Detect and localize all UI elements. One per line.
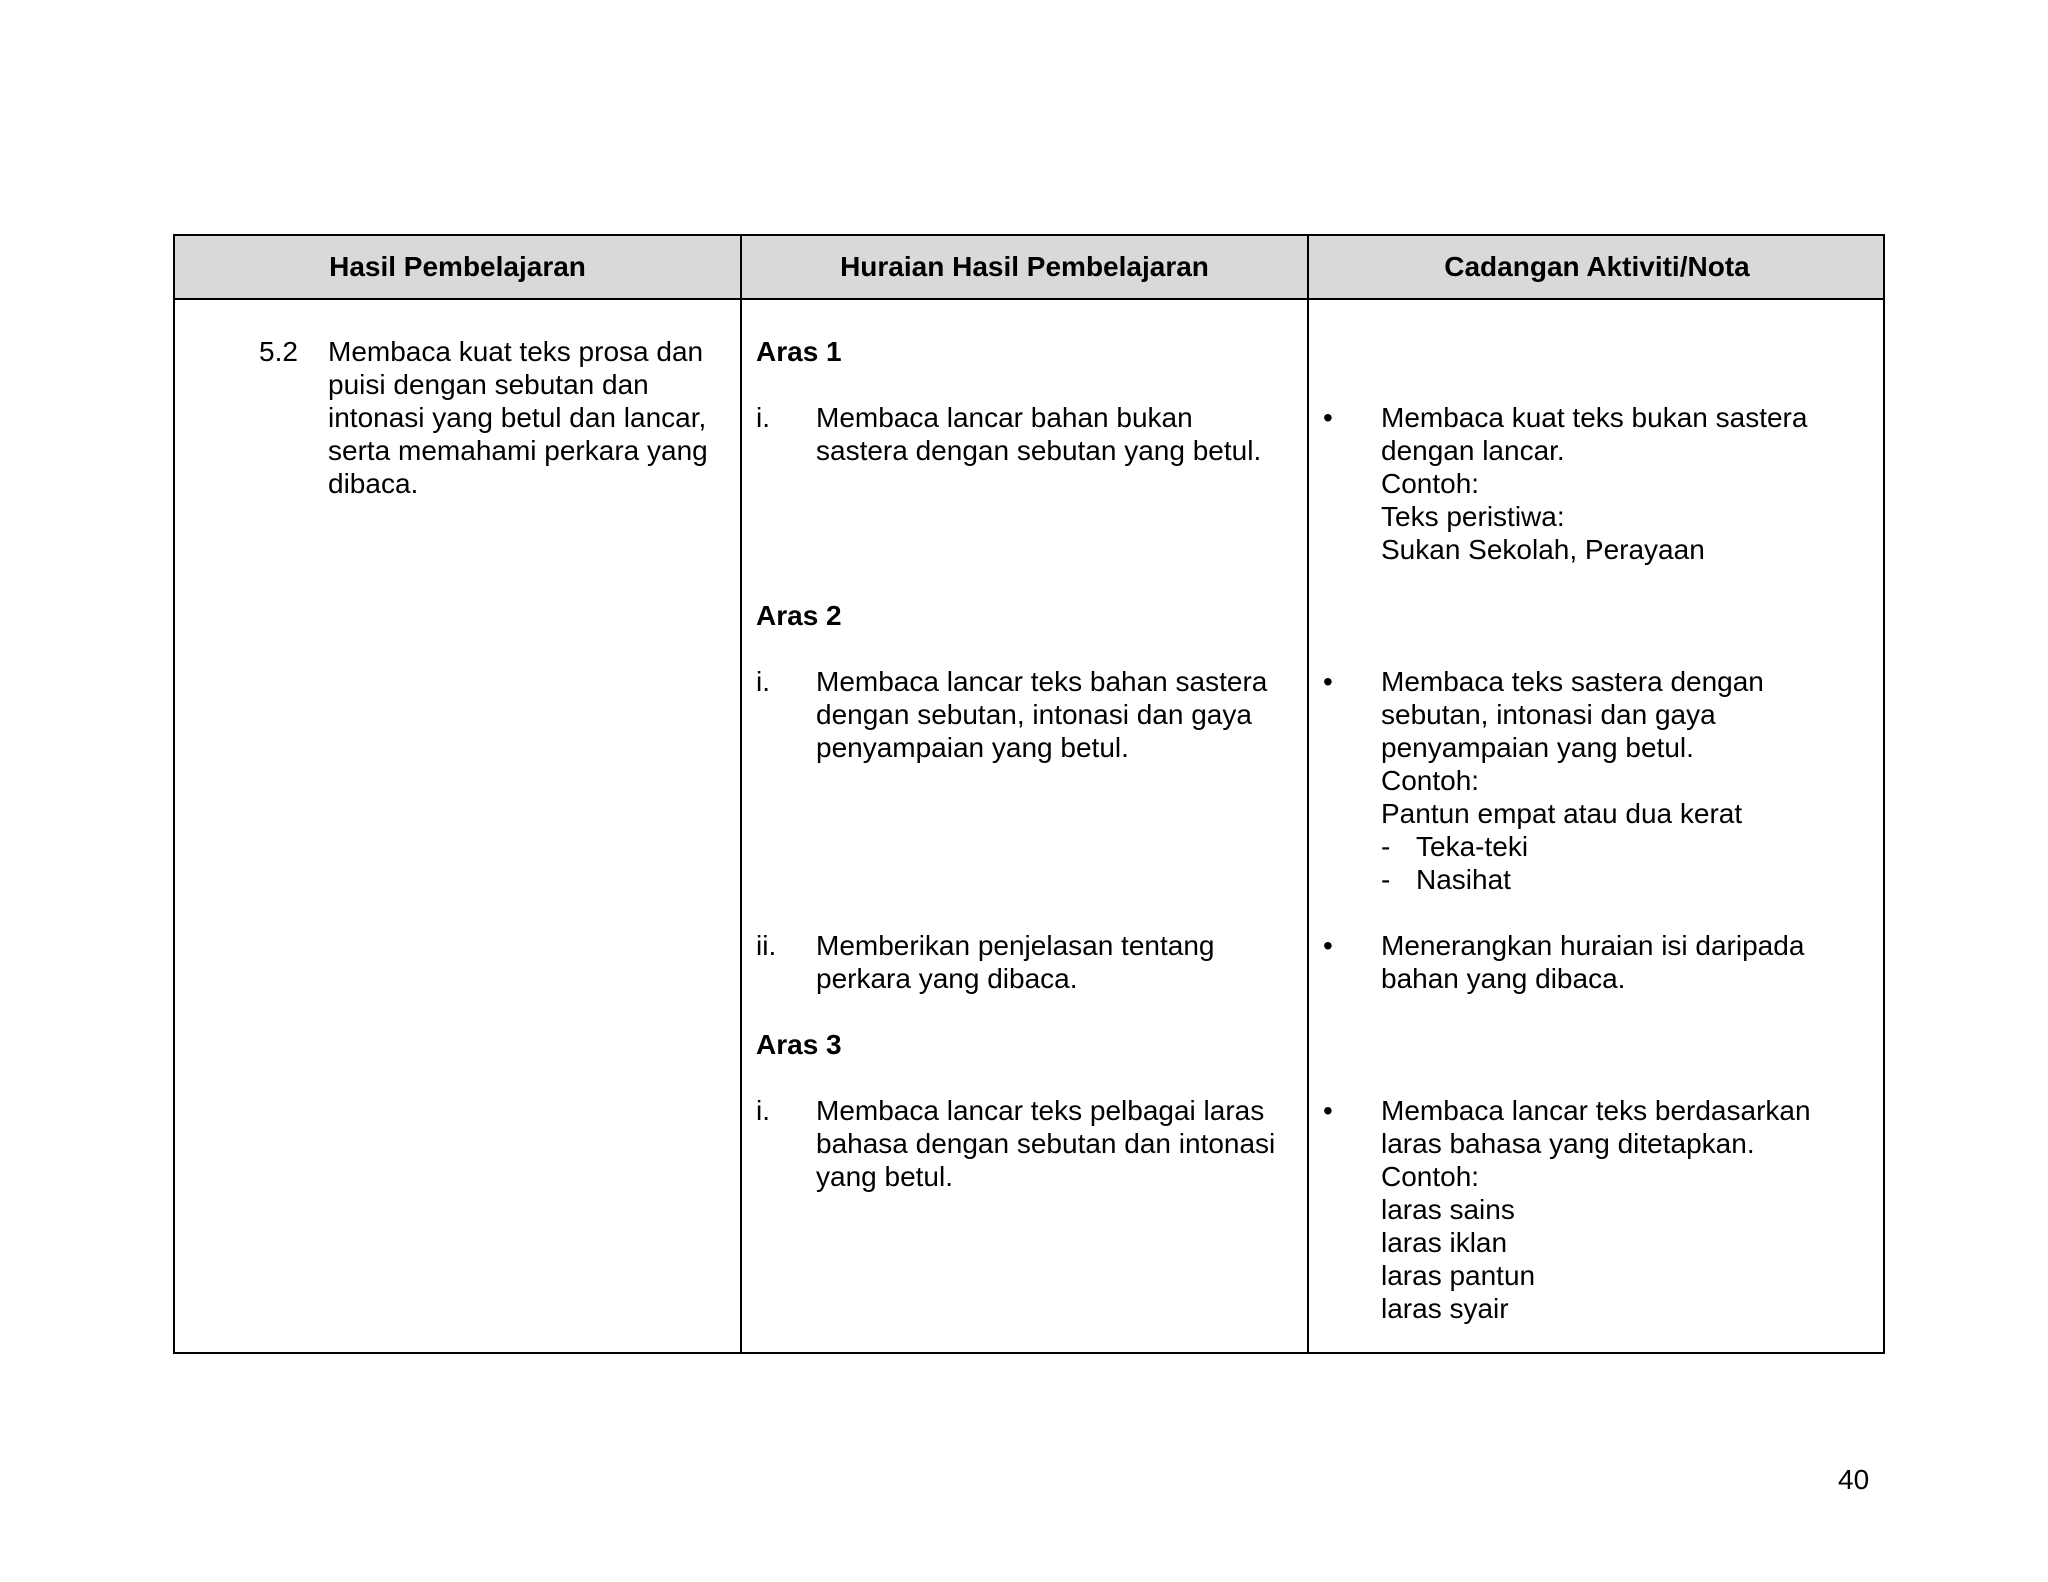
bullet-icon: •	[1323, 402, 1333, 433]
level-title: Aras 2	[756, 600, 842, 631]
item-line: penyampaian yang betul.	[816, 732, 1129, 763]
note-line: laras syair	[1381, 1293, 1509, 1324]
outcome-line: Membaca kuat teks prosa dan	[328, 336, 704, 367]
note-line: Contoh:	[1381, 765, 1480, 796]
item-line: Membaca lancar teks bahan sastera	[816, 666, 1268, 697]
column-divider	[1307, 236, 1309, 1352]
note-sub-item: Nasihat	[1416, 864, 1511, 895]
header-hasil-pembelajaran: Hasil Pembelajaran	[329, 251, 586, 282]
note-line: bahan yang dibaca.	[1381, 963, 1626, 994]
item-line: yang betul.	[816, 1161, 953, 1192]
item-line: sastera dengan sebutan yang betul.	[816, 435, 1262, 466]
outcome-line: serta memahami perkara yang	[328, 435, 708, 466]
item-line: Memberikan penjelasan tentang	[816, 930, 1215, 961]
item-marker: i.	[756, 402, 770, 433]
bullet-icon: •	[1323, 930, 1333, 961]
note-line: Membaca teks sastera dengan	[1381, 666, 1764, 697]
level-title: Aras 3	[756, 1029, 842, 1060]
bullet-icon: •	[1323, 1095, 1333, 1126]
outcome-line: dibaca.	[328, 468, 419, 499]
item-line: bahasa dengan sebutan dan intonasi	[816, 1128, 1276, 1159]
note-line: Pantun empat atau dua kerat	[1381, 798, 1743, 829]
header-huraian-hasil-pembelajaran: Huraian Hasil Pembelajaran	[840, 251, 1209, 282]
item-line: dengan sebutan, intonasi dan gaya	[816, 699, 1252, 730]
note-line: Membaca kuat teks bukan sastera	[1381, 402, 1808, 433]
item-marker: i.	[756, 1095, 770, 1126]
page-number: 40	[1838, 1464, 1870, 1495]
bullet-icon: •	[1323, 666, 1333, 697]
note-line: Teks peristiwa:	[1381, 501, 1565, 532]
item-marker: ii.	[756, 930, 777, 961]
note-line: laras sains	[1381, 1194, 1515, 1225]
table-header-row	[175, 236, 1883, 300]
level-title: Aras 1	[756, 336, 842, 367]
column-divider	[740, 236, 742, 1352]
item-line: Membaca lancar teks pelbagai laras	[816, 1095, 1265, 1126]
item-line: perkara yang dibaca.	[816, 963, 1078, 994]
item-marker: i.	[756, 666, 770, 697]
header-cadangan-aktiviti-nota: Cadangan Aktiviti/Nota	[1444, 251, 1750, 282]
note-line: laras iklan	[1381, 1227, 1508, 1258]
note-line: laras bahasa yang ditetapkan.	[1381, 1128, 1755, 1159]
dash-icon: -	[1381, 864, 1391, 895]
note-line: laras pantun	[1381, 1260, 1536, 1291]
outcome-line: intonasi yang betul dan lancar,	[328, 402, 707, 433]
note-line: Menerangkan huraian isi daripada	[1381, 930, 1805, 961]
note-line: penyampaian yang betul.	[1381, 732, 1694, 763]
dash-icon: -	[1381, 831, 1391, 862]
outcome-line: puisi dengan sebutan dan	[328, 369, 649, 400]
note-sub-item: Teka-teki	[1416, 831, 1529, 862]
note-line: sebutan, intonasi dan gaya	[1381, 699, 1716, 730]
note-line: dengan lancar.	[1381, 435, 1565, 466]
item-line: Membaca lancar bahan bukan	[816, 402, 1193, 433]
note-line: Sukan Sekolah, Perayaan	[1381, 534, 1705, 565]
outcome-number: 5.2	[259, 336, 298, 367]
curriculum-table	[173, 234, 1885, 1354]
note-line: Contoh:	[1381, 1161, 1480, 1192]
note-line: Contoh:	[1381, 468, 1480, 499]
note-line: Membaca lancar teks berdasarkan	[1381, 1095, 1811, 1126]
